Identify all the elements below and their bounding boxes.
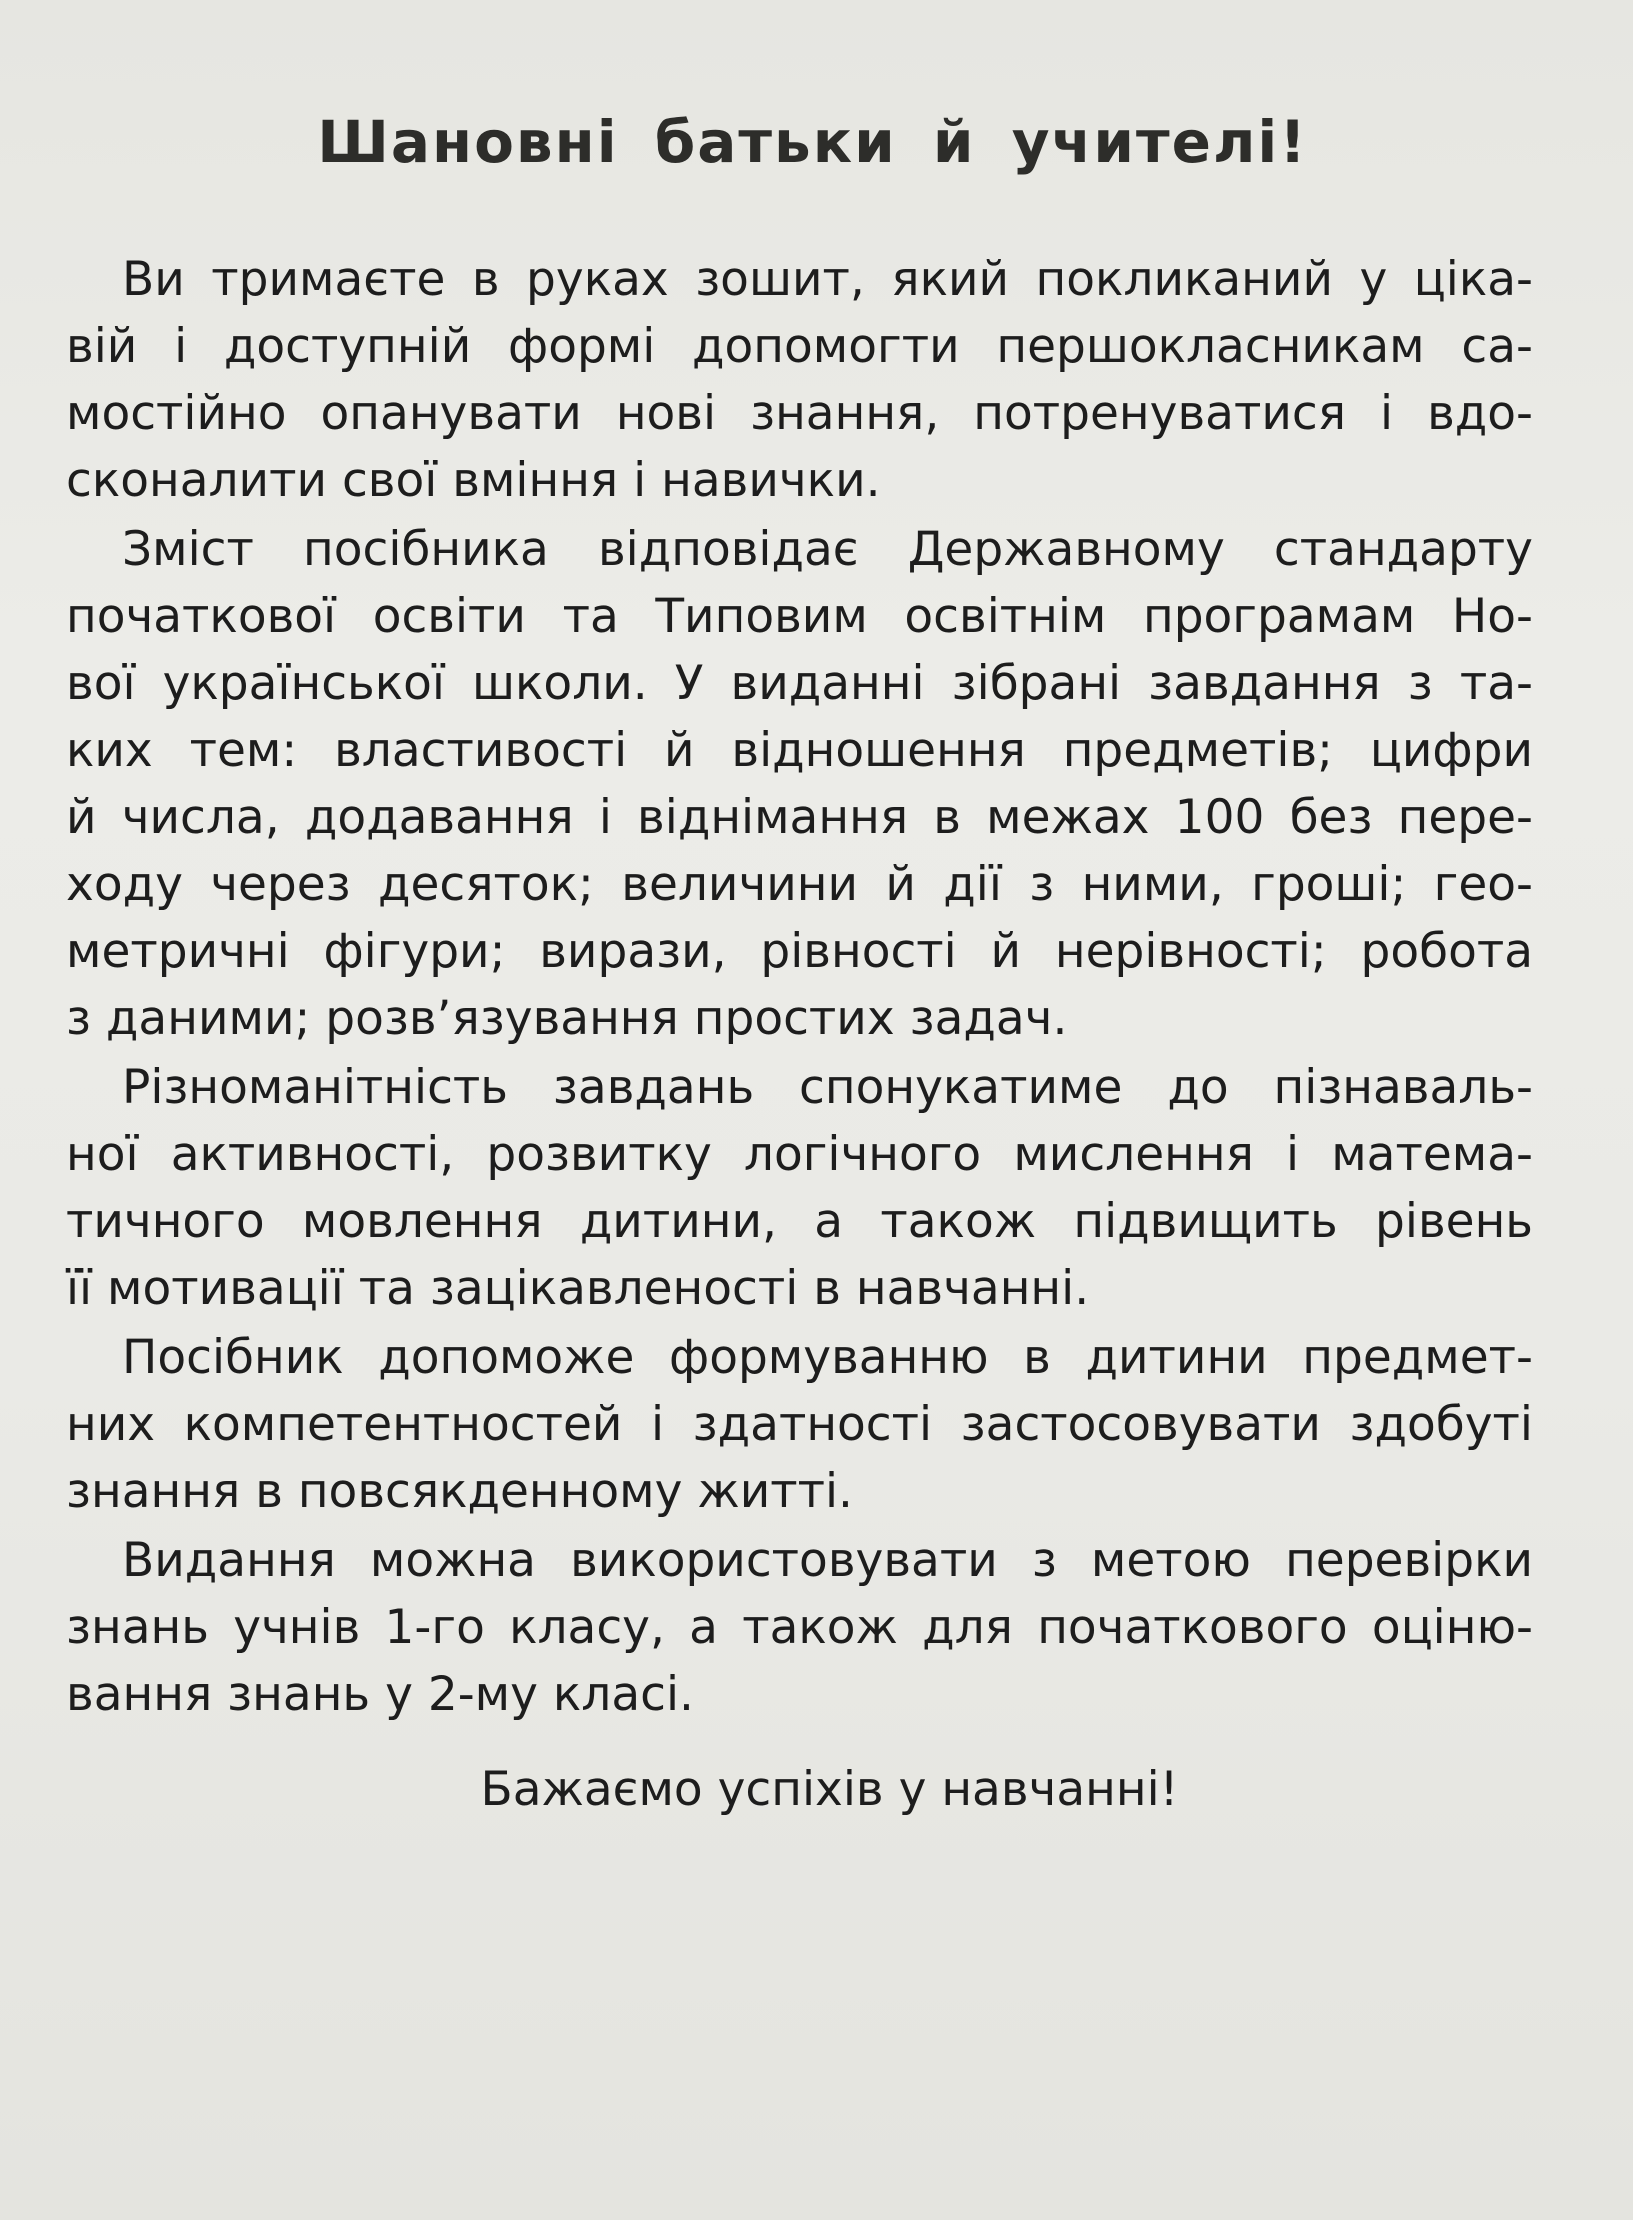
text-line: вання знань у 2-му класі.	[66, 1667, 694, 1722]
text-line: знань учнів 1-го класу, а також для початкового оціню-	[66, 1600, 1533, 1655]
text-line: Ви тримаєте в руках зошит, який покликаний у ціка-	[122, 252, 1533, 307]
text-line: Видання можна використовувати з метою перевірки	[122, 1533, 1533, 1588]
text-line: знання в повсякденному житті.	[66, 1464, 853, 1519]
closing-wish: Бажаємо успіхів у навчанні!	[480, 1762, 1179, 1817]
paragraph-5	[66, 1527, 1533, 1728]
paragraph-2	[66, 516, 1533, 1052]
text-line: Різноманітність завдань спонукатиме до пізнаваль-	[122, 1060, 1533, 1115]
text-line: початкової освіти та Типовим освітнім програмам Но-	[66, 589, 1533, 644]
text-line: ких тем: властивості й відношення предметів; цифри	[66, 723, 1533, 778]
text-line: метричні фігури; вирази, рівності й нерівності; робота	[66, 924, 1533, 979]
paragraph-3	[66, 1054, 1533, 1322]
text-line: вій і доступній формі допомогти першокласникам са-	[66, 319, 1533, 374]
text-line: Зміст посібника відповідає Державному стандарту	[122, 522, 1533, 577]
text-line: ної активності, розвитку логічного мислення і матема-	[66, 1127, 1533, 1182]
text-line: вої української школи. У виданні зібрані завдання з та-	[66, 656, 1533, 711]
text-line: мостійно опанувати нові знання, потренуватися і вдо-	[66, 386, 1533, 441]
text-line: них компетентностей і здатності застосовувати здобуті	[66, 1397, 1533, 1452]
text-line: її мотивації та зацікавленості в навчанні.	[66, 1261, 1090, 1316]
text-line: тичного мовлення дитини, а також підвищить рівень	[66, 1194, 1533, 1249]
page-title: Шановні батьки й учителі!	[317, 108, 1308, 176]
text-line: Посібник допоможе формуванню в дитини предмет-	[122, 1330, 1533, 1385]
paragraph-4	[66, 1324, 1533, 1525]
paragraph-1	[66, 246, 1533, 514]
text-line: сконалити свої вміння і навички.	[66, 453, 881, 508]
text-line: ходу через десяток; величини й дії з ними, гроші; гео-	[66, 857, 1533, 912]
text-line: з даними; розв’язування простих задач.	[66, 991, 1068, 1046]
text-line: й числа, додавання і віднімання в межах 100 без пере-	[66, 790, 1533, 845]
